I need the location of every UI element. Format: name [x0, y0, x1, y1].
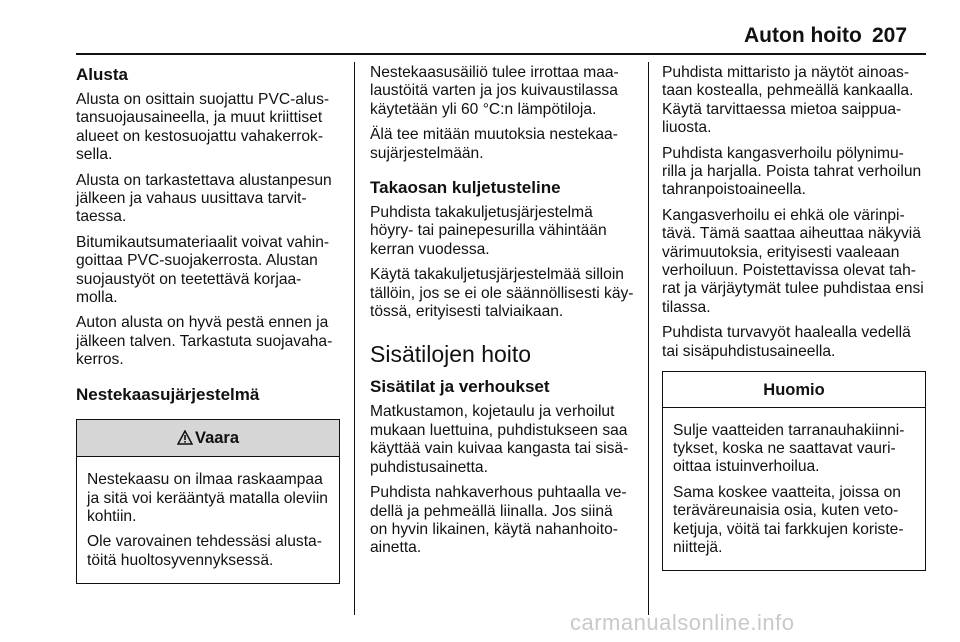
paragraph: Puhdista mittaristo ja näytöt ainoas- taan kostealla, pehmeällä kankaalla. Käytä tarvittaessa mietoa saippua- liuosta.	[662, 64, 914, 137]
watermark: carmanualsonline.info	[570, 610, 795, 635]
warning-triangle-icon	[177, 430, 193, 449]
subsection-heading-verhoukset: Sisätilat ja verhoukset	[370, 377, 550, 397]
column-divider-1	[354, 62, 355, 615]
paragraph: Puhdista takakuljetusjärjestelmä höyry- tai painepesurilla vähintään kerran vuodessa.	[370, 204, 607, 258]
paragraph: Nestekaasu on ilmaa raskaampaa ja sitä voi kerääntyä matalla oleviin kohtiin.	[87, 471, 328, 525]
note-box-body	[663, 408, 925, 571]
column-3	[662, 64, 926, 571]
paragraph: Sulje vaatteiden tarranauhakiinni- tykset, koska ne saattavat vauri- oittaa istuinverhoilua.	[673, 421, 905, 476]
page-number: 207	[872, 24, 908, 47]
paragraph: Bitumikautsumateriaalit voivat vahin- goittaa PVC-suojakerrosta. Alustan suojaustyöt on teetettävä korjaa- molla.	[76, 233, 330, 307]
paragraph: Sama koskee vaatteita, joissa on teräväreunaisia osia, kuten veto- ketjuja, vöitä tai farkkujen koriste- niittejä.	[673, 483, 904, 556]
paragraph: Nestekaasusäiliö tulee irrottaa maa- laustöitä varten ja jos kuivaustilassa käytetään yli 60 °C:n lämpötiloja.	[370, 64, 619, 118]
paragraph: Auton alusta on hyvä pestä ennen ja jälkeen talven. Tarkastuta suojavaha- kerros.	[76, 314, 333, 369]
warning-box-header	[77, 420, 339, 457]
running-header-title: Auton hoito	[744, 24, 862, 47]
paragraph: Puhdista kangasverhoilu pölynimu- rilla ja harjalla. Poista tahrat verhoilun tahranpoistoaineella.	[662, 144, 922, 199]
paragraph: Alusta on tarkastettava alustanpesun jälkeen ja vahaus uusittava tarvit- taessa.	[76, 171, 332, 226]
section-heading-nestekaasu: Nestekaasujärjestelmä	[76, 384, 260, 404]
col1-paragraphs	[76, 91, 340, 370]
warning-title: Vaara	[194, 428, 240, 447]
paragraph: Puhdista turvavyöt haalealla vedellä tai sisäpuhdistusaineella.	[662, 324, 911, 360]
note-box	[662, 371, 926, 571]
section-heading-takaosa: Takaosan kuljetusteline	[370, 178, 561, 198]
section-title-sisatilat: Sisätilojen hoito	[370, 341, 532, 368]
paragraph: Matkustamon, kojetaulu ja verhoilut mukaan luettuina, puhdistukseen saa käyttää vain kuivaa kangasta tai sisä- puhdistusainetta.	[370, 403, 629, 476]
column-1	[76, 64, 340, 584]
paragraph: Kangasverhoilu ei ehkä ole värinpi- tävä. Tämä saattaa aiheuttaa näkyviä värimuutoksia, erityisesti vaaleaan verhoiluun. Poistettavissa olevat tah- rat ja värjäytymät tulee puhdistaa ensi tilassa.	[662, 206, 924, 316]
paragraph: Käytä takakuljetusjärjestelmää silloin tällöin, jos se ei ole säännöllisesti käy- tössä, erityisesti talviaikaan.	[370, 266, 634, 321]
paragraph: Alusta on osittain suojattu PVC-alus- tansuojausaineella, ja muut kriittiset alueet on kestosuojattu vahakerrok- sella.	[76, 91, 330, 164]
warning-box	[76, 419, 340, 584]
column-divider-2	[648, 62, 649, 615]
header-rule	[76, 53, 926, 55]
paragraph: Ole varovainen tehdessäsi alusta- töitä huoltosyvennyksessä.	[87, 533, 322, 569]
paragraph: Puhdista nahkaverhous puhtaalla ve- dellä ja pehmeällä liinalla. Jos siinä on hyvin likainen, käytä nahanhoito- ainetta.	[370, 484, 627, 557]
warning-box-body	[77, 457, 339, 583]
section-heading-alusta: Alusta	[76, 65, 128, 84]
note-box-header: Huomio	[663, 372, 925, 407]
paragraph: Älä tee mitään muutoksia nestekaa- sujärjestelmään.	[370, 126, 618, 162]
column-2	[370, 64, 636, 565]
